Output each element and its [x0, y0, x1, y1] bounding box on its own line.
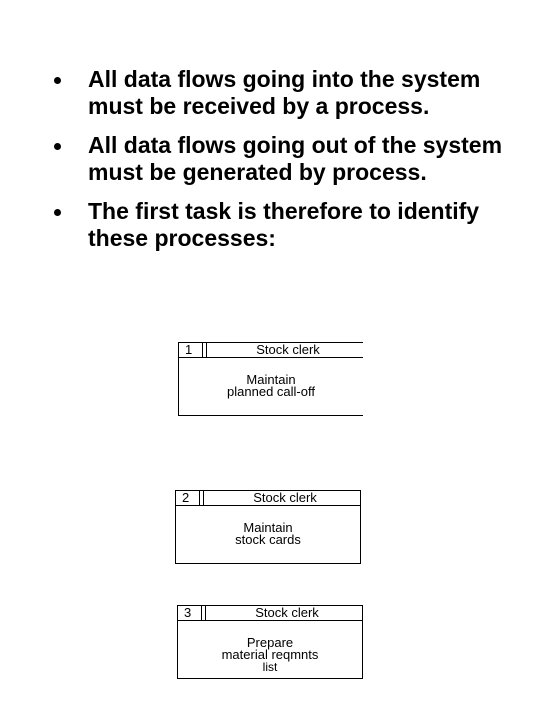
process-header — [178, 606, 362, 621]
bullet-text: All data flows going out of the system must be generated by process. — [88, 132, 503, 185]
process-name-line: planned call-off — [227, 384, 315, 399]
process-name-line: Prepare — [246, 635, 294, 650]
process-header — [176, 491, 360, 506]
bullet-list — [50, 66, 510, 264]
process-box-1 — [178, 342, 363, 416]
process-name-line: Maintain — [243, 520, 293, 535]
process-id: 2 — [176, 491, 200, 505]
process-owner: Stock clerk — [256, 342, 320, 357]
process-name-line: Maintain — [246, 372, 296, 387]
process-name — [179, 358, 363, 398]
process-owner: Stock clerk — [255, 605, 319, 620]
bullet-text: All data flows going into the system must be received by a process. — [88, 66, 481, 119]
process-name-line: material reqmnts — [221, 647, 319, 662]
process-header — [179, 343, 363, 358]
process-id: 3 — [178, 606, 202, 620]
process-name-line: list — [262, 660, 278, 674]
process-box-3 — [177, 605, 363, 679]
bullet-item — [50, 198, 510, 252]
bullet-text: The first task is therefore to identify these processes: — [88, 198, 480, 251]
bullet-dot-icon — [54, 77, 61, 84]
bullet-dot-icon — [54, 143, 61, 150]
bullet-item — [50, 132, 510, 186]
process-owner: Stock clerk — [253, 490, 317, 505]
process-id: 1 — [179, 343, 203, 357]
bullet-dot-icon — [54, 209, 61, 216]
process-name — [178, 621, 362, 673]
process-name — [176, 506, 360, 546]
process-box-2 — [175, 490, 361, 564]
process-name-line: stock cards — [235, 532, 301, 547]
bullet-item — [50, 66, 510, 120]
